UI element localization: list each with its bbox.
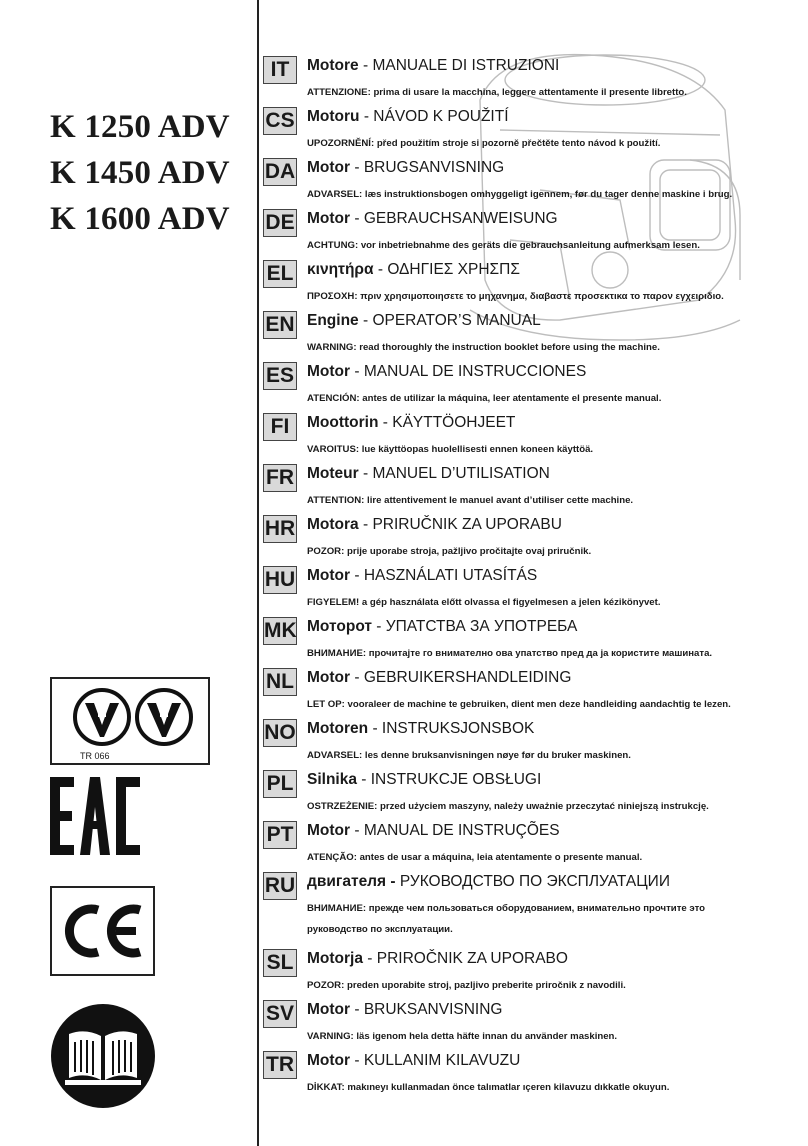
language-code-badge: DA [263, 158, 297, 186]
tr-label: TR 066 [80, 751, 110, 761]
warning-text: FIGYELEM! a gép használata előtt olvassa el figyelmesen a jelen kézikönyvet. [307, 597, 661, 608]
language-title: Engine - OPERATOR’S MANUAL [307, 312, 541, 329]
warning-text: ATTENZIONE: prima di usare la macchina, leggere attentamente il presente libretto. [307, 87, 687, 98]
language-code-badge: EL [263, 260, 297, 288]
ce-mark-icon [52, 888, 153, 974]
warning-text: VAROITUS: lue käyttöopas huolellisesti ennen koneen käyttöä. [307, 444, 594, 455]
warning-text: VARNING: läs igenom hela detta häfte innan du använder maskinen. [307, 1031, 618, 1042]
language-code-badge: IT [263, 56, 297, 84]
language-code-badge: HR [263, 515, 297, 543]
warning-text: OSTRZEŻENIE: przed użyciem maszyny, należy uważnie przeczytać niniejszą instrukcję. [307, 801, 709, 812]
language-code-badge: SV [263, 1000, 297, 1028]
language-title: двигателя - РУКОВОДСТВО ПО ЭКСПЛУАТАЦИИ [307, 873, 670, 890]
language-code-badge: HU [263, 566, 297, 594]
language-title: Moteur - MANUEL D’UTILISATION [307, 465, 550, 482]
language-title: Motora - PRIRUČNIK ZA UPORABU [307, 516, 562, 533]
language-code-badge: NO [263, 719, 297, 747]
warning-text: ВНИМАНИЕ: прежде чем пользоваться оборудованием, внимательно прочтите это [307, 903, 706, 914]
warning-text: LET OP: vooraleer de machine te gebruiken, dient men deze handleiding aandachtig te lezen. [307, 699, 731, 710]
language-code-badge: FR [263, 464, 297, 492]
model-name: K 1450 ADV [50, 155, 230, 191]
warning-text-continued: руководство по эксплуатации. [307, 924, 453, 935]
vertical-divider [257, 0, 259, 1146]
warning-text: UPOZORNĚNÍ: před použitím stroje si pozorně přečtěte tento návod k použití. [307, 138, 661, 149]
ce-mark-box [50, 886, 155, 976]
language-title: Motoren - INSTRUKSJONSBOK [307, 720, 535, 737]
language-title: Motor - MANUAL DE INSTRUCCIONES [307, 363, 587, 380]
model-name: K 1600 ADV [50, 201, 230, 237]
language-code-badge: RU [263, 872, 297, 900]
language-code-badge: DE [263, 209, 297, 237]
model-name: K 1250 ADV [50, 109, 230, 145]
language-title: Motore - MANUALE DI ISTRUZIONI [307, 57, 560, 74]
warning-text: ВНИМАНИЕ: прочитајте го внимателно ова упатство пред да ја користите машината. [307, 648, 713, 659]
language-code-badge: NL [263, 668, 297, 696]
language-code-badge: EN [263, 311, 297, 339]
language-title: Моторот - УПАТСТВА ЗА УПОТРЕБА [307, 618, 578, 635]
warning-text: ATTENTION: lire attentivement le manuel avant d’utiliser cette machine. [307, 495, 634, 506]
language-title: Silnika - INSTRUKCJE OBSŁUGI [307, 771, 542, 788]
language-code-badge: PT [263, 821, 297, 849]
warning-text: DİKKAT: makıneyı kullanmadan önce talımatlar ıçeren kilavuzu dıkkatle okuyun. [307, 1082, 670, 1093]
read-manual-icon [51, 1004, 155, 1108]
warning-text: ATENÇÃO: antes de usar a máquina, leia atentamente o presente manual. [307, 852, 643, 863]
warning-text: ATENCIÓN: antes de utilizar la máquina, leer atentamente el presente manual. [307, 393, 662, 404]
language-title: Motor - HASZNÁLATI UTASÍTÁS [307, 567, 538, 584]
language-title: Motor - GEBRUIKERSHANDLEIDING [307, 669, 572, 686]
language-title: Motor - KULLANIM KILAVUZU [307, 1052, 521, 1069]
language-code-badge: FI [263, 413, 297, 441]
language-code-badge: TR [263, 1051, 297, 1079]
warning-text: ADVARSEL: les denne bruksanvisningen nøye før du bruker maskinen. [307, 750, 631, 761]
language-title: Motor - MANUAL DE INSTRUÇÕES [307, 822, 560, 839]
language-code-badge: SL [263, 949, 297, 977]
language-title: Motorja - PRIROČNIK ZA UPORABO [307, 950, 568, 967]
eac-mark-icon [50, 777, 140, 855]
tr-certification-box [50, 677, 210, 765]
language-title: κινητήρα - ΟΔΗΓΙΕΣ ΧΡΗΣΠΣ [307, 261, 520, 278]
warning-text: ΠΡΟΣΟΧΗ: πριν χρησιμοποιησετε το μηχανημα, διαβαστε προσεκτικα το παρον εγχειριδιο. [307, 291, 724, 302]
warning-text: POZOR: preden uporabite stroj, pazljivo preberite priročnik z navodili. [307, 980, 626, 991]
language-code-badge: MK [263, 617, 297, 645]
warning-text: POZOR: prije uporabe stroja, pažljivo pročitajte ovaj priručnik. [307, 546, 592, 557]
model-list [50, 104, 230, 242]
language-title: Motor - BRUGSANVISNING [307, 159, 505, 176]
language-title: Moottorin - KÄYTTÖOHJEET [307, 414, 516, 431]
warning-text: ADVARSEL: læs instruktionsbogen omhyggeligt igennem, før du tager denne maskine i brug. [307, 189, 733, 200]
language-code-badge: CS [263, 107, 297, 135]
language-code-badge: PL [263, 770, 297, 798]
language-title: Motor - GEBRAUCHSANWEISUNG [307, 210, 558, 227]
warning-text: WARNING: read thoroughly the instruction booklet before using the machine. [307, 342, 660, 353]
warning-text: ACHTUNG: vor inbetriebnahme des geräts die gebrauchsanleitung aufmerksam lesen. [307, 240, 700, 251]
language-code-badge: ES [263, 362, 297, 390]
language-title: Motoru - NÁVOD K POUŽITÍ [307, 108, 509, 125]
language-title: Motor - BRUKSANVISNING [307, 1001, 503, 1018]
tr-certification-icon [52, 681, 208, 751]
